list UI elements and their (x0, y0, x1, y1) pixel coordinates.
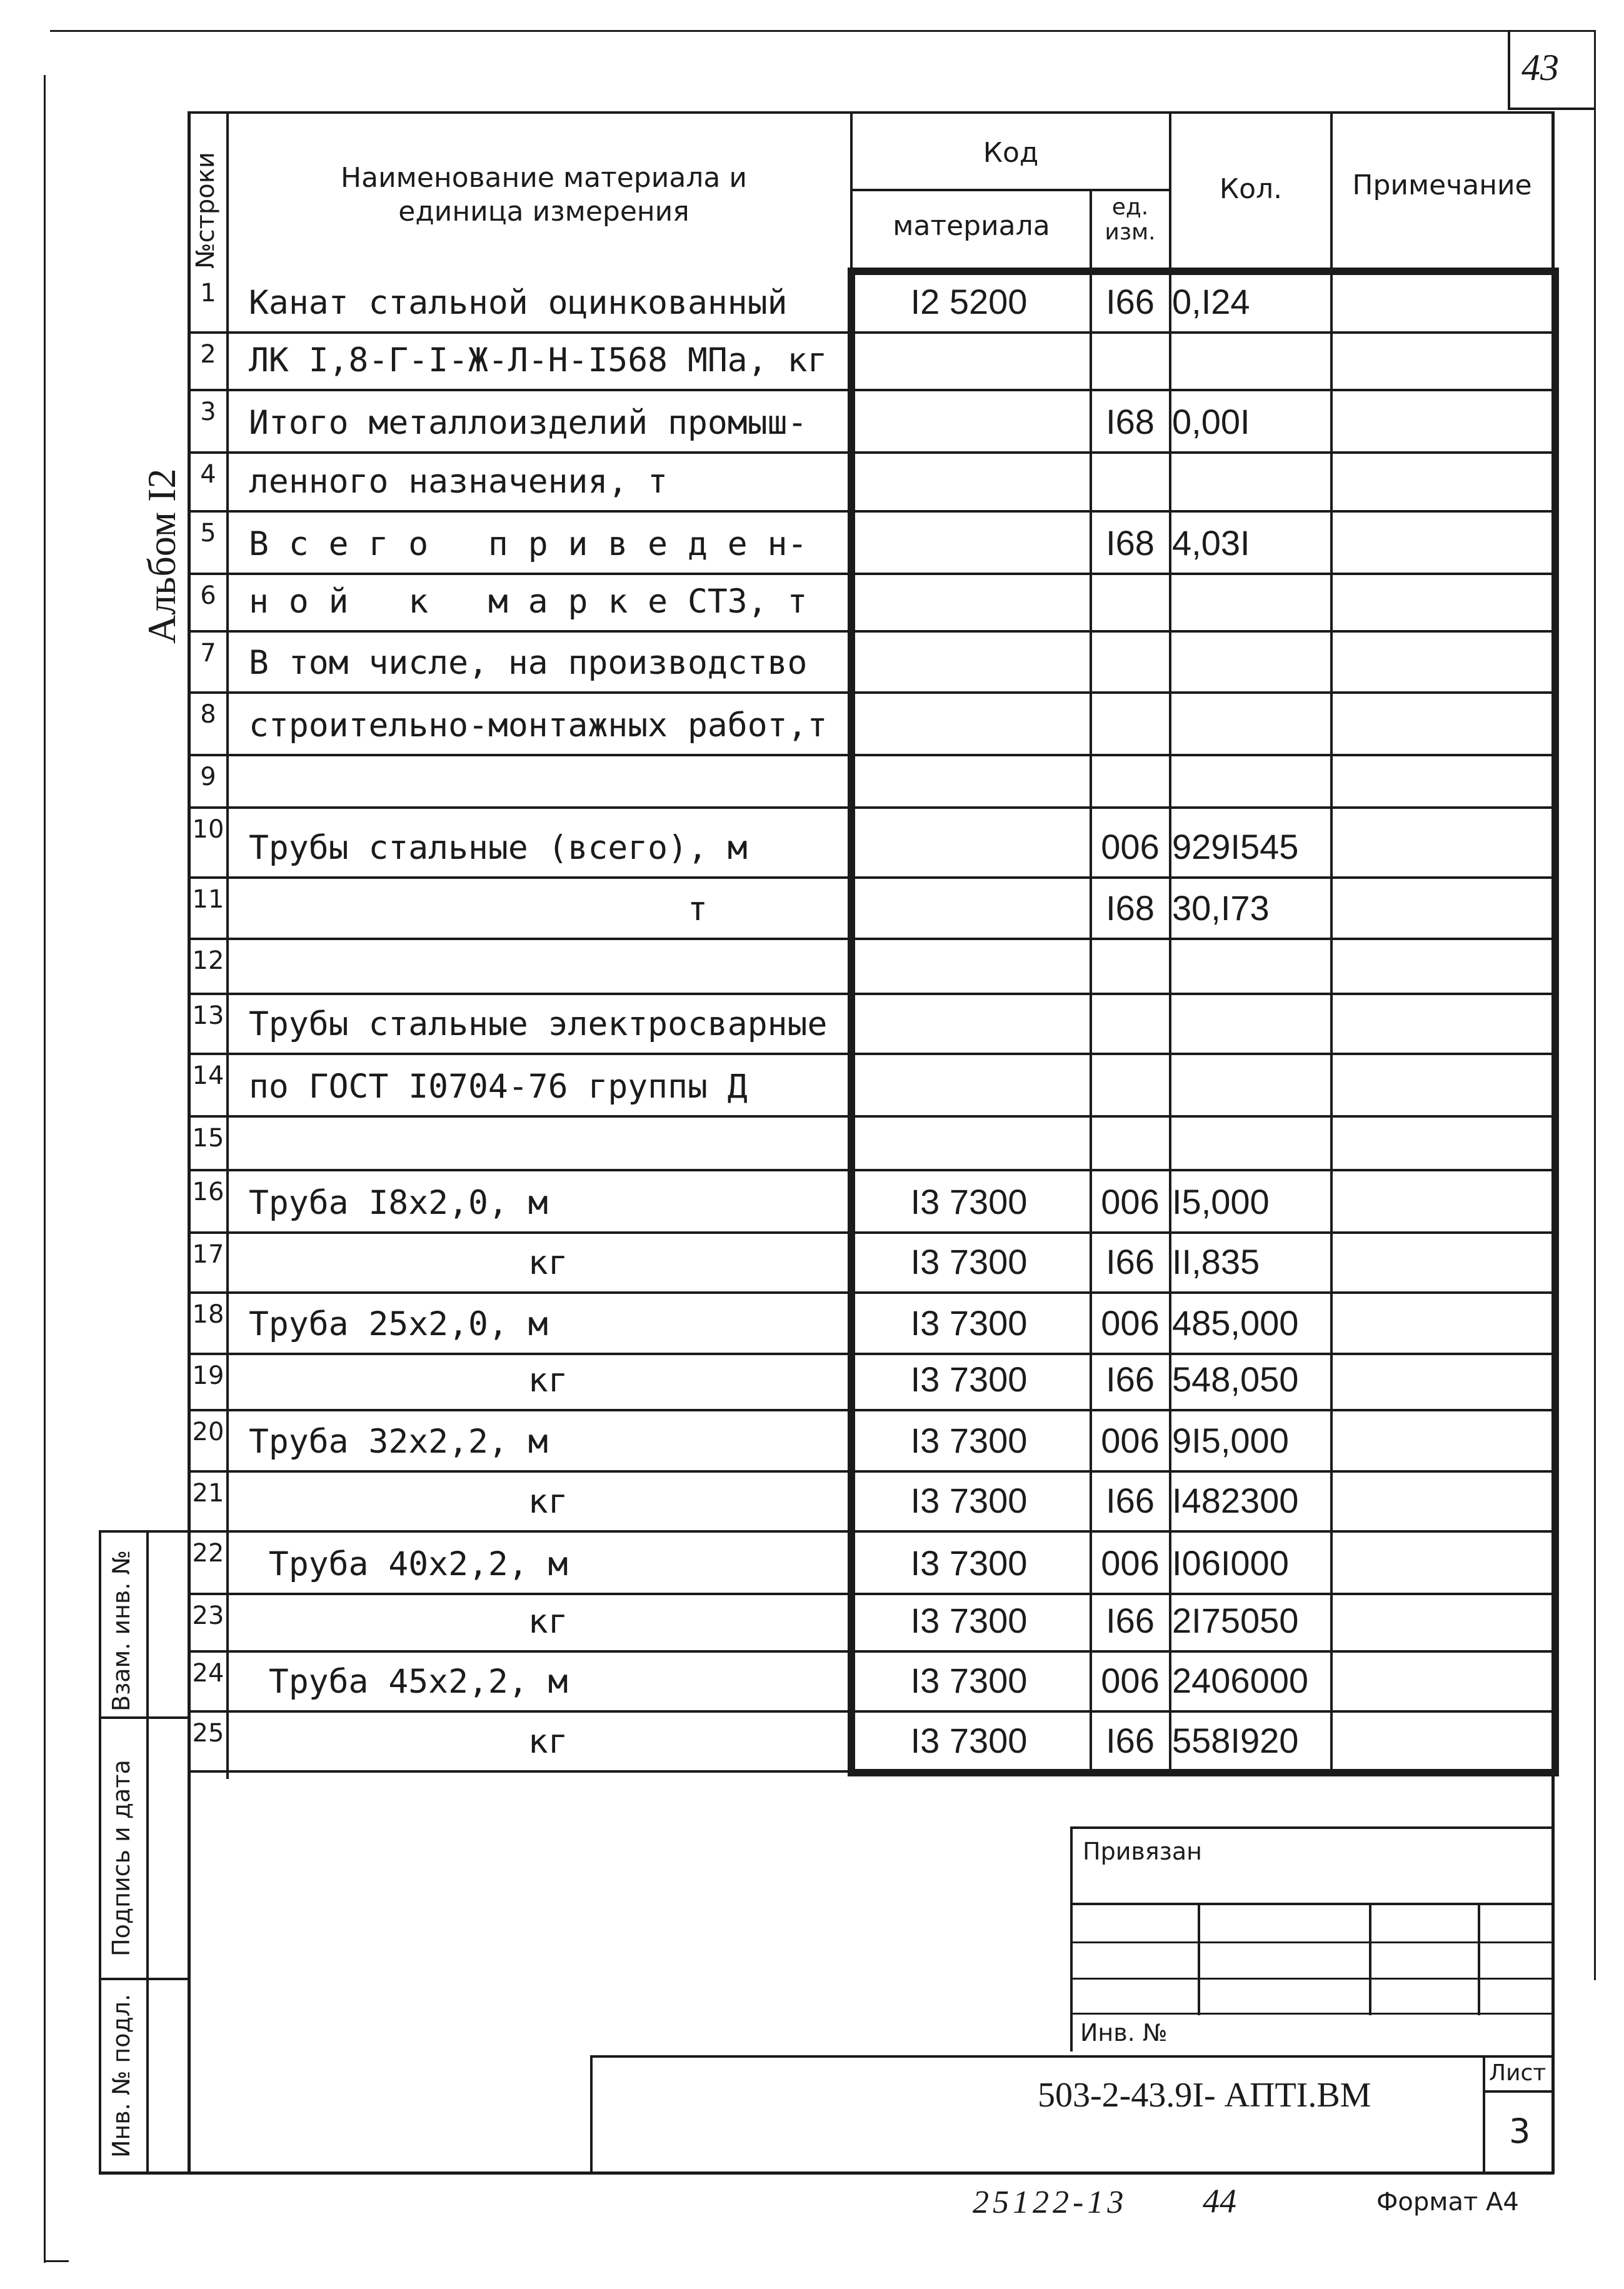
quantity: 485,000 (1172, 1303, 1299, 1343)
unit-code: 006 (1101, 1182, 1160, 1221)
material-code: I3 7300 (910, 1360, 1028, 1399)
row-divider (188, 806, 1554, 809)
unit-code: 006 (1101, 1661, 1160, 1700)
stamp-vzam-inv: Взам. инв. № (108, 1550, 135, 1711)
quantity: 4,03I (1172, 523, 1250, 563)
row-number: 5 (200, 519, 216, 548)
quantity: 0,I24 (1172, 282, 1250, 321)
unit-code: I66 (1106, 282, 1155, 321)
material-name: кг (249, 1603, 568, 1641)
material-name: Труба I8x2,0, м (249, 1184, 548, 1222)
corner-box-bottom (1508, 108, 1595, 110)
unit-code: I66 (1106, 1242, 1155, 1281)
material-name: н о й к м а р к е СТ3, т (249, 583, 808, 621)
header-qty: Кол. (1219, 173, 1283, 205)
privyazan-grid-h2 (1070, 1941, 1553, 1943)
row-divider (188, 1169, 1554, 1171)
row-number: 4 (200, 460, 216, 489)
unit-code: I68 (1106, 888, 1155, 928)
row-number: 24 (192, 1659, 224, 1688)
quantity: 548,050 (1172, 1360, 1299, 1399)
row-divider (188, 876, 1554, 879)
footer-format: Формат А4 (1376, 2188, 1519, 2216)
row-number: 19 (192, 1361, 224, 1390)
material-code: I3 7300 (910, 1721, 1028, 1760)
footer-handwritten-code: 25122-13 (973, 2185, 1128, 2220)
stamp-inv-podl: Инв. № подл. (108, 1993, 135, 2158)
unit-code: I66 (1106, 1481, 1155, 1520)
header-name: Наименование материала и единица измерения (341, 162, 747, 228)
row-divider (188, 1291, 1554, 1294)
row-number: 3 (200, 398, 216, 426)
album-label: Альбом I2 (139, 468, 184, 644)
privyazan-grid-h4 (1070, 2013, 1553, 2015)
privyazan-grid-v2 (1369, 1903, 1371, 2015)
sheet-box-divider (1483, 2090, 1553, 2093)
privyazan-grid-v3 (1478, 1903, 1480, 2015)
table-bottom-line (188, 1770, 1554, 1773)
row-divider (188, 993, 1554, 995)
row-divider (188, 1710, 1554, 1713)
corner-mark (44, 2260, 69, 2262)
material-name: Трубы стальные (всего), м (249, 829, 748, 867)
row-divider (188, 510, 1554, 513)
row-divider (188, 1470, 1554, 1473)
privyazan-grid-v1 (1198, 1903, 1200, 2015)
material-name: по ГОСТ I0704-76 группы Д (249, 1068, 748, 1106)
row-divider (188, 1650, 1554, 1653)
stamp-top (99, 1530, 190, 1533)
material-name: Труба 25x2,0, м (249, 1305, 548, 1343)
material-name: Труба 40x2,2, м (249, 1545, 568, 1583)
unit-code: I66 (1106, 1360, 1155, 1399)
table-top-border (188, 111, 1554, 114)
page-corner-number: 43 (1521, 47, 1559, 88)
quantity: 929I545 (1172, 827, 1299, 866)
quantity: 2I75050 (1172, 1601, 1299, 1640)
rownum-col-divider (226, 111, 229, 1779)
row-divider (188, 630, 1554, 633)
stamp-inner-line (146, 1530, 149, 2174)
unit-code: I68 (1106, 402, 1155, 441)
unit-code: 006 (1101, 827, 1160, 866)
header-note: Примечание (1352, 169, 1532, 201)
material-code: I3 7300 (910, 1481, 1028, 1520)
header-code-unit: ед. изм. (1105, 194, 1156, 245)
material-name: Канат стальной оцинкованный (249, 284, 788, 322)
privyazan-label: Привязан (1083, 1838, 1202, 1865)
quantity: 558I920 (1172, 1721, 1299, 1760)
unit-code: I66 (1106, 1721, 1155, 1760)
unit-code: 006 (1101, 1543, 1160, 1583)
row-divider (188, 1409, 1554, 1411)
row-number: 6 (200, 581, 216, 610)
material-name: т (249, 890, 708, 928)
row-divider (188, 451, 1554, 454)
row-number: 9 (200, 763, 216, 791)
material-name: ЛК I,8-Г-I-Ж-Л-Н-I568 МПа, кг (249, 341, 828, 379)
left-trim-line (44, 75, 46, 2263)
row-number: 18 (192, 1300, 224, 1329)
material-name: кг (249, 1244, 568, 1282)
row-number: 8 (200, 700, 216, 729)
sheet-number: 3 (1509, 2111, 1531, 2151)
quantity: I482300 (1172, 1481, 1299, 1520)
unit-code: I66 (1106, 1601, 1155, 1640)
row-divider (188, 331, 1554, 334)
material-name: Трубы стальные электросварные (249, 1005, 828, 1043)
material-name: В с е г о п р и в е д е н- (249, 525, 808, 563)
sheet-box-left (1483, 2055, 1485, 2174)
material-name: Труба 32x2,2, м (249, 1423, 548, 1461)
row-number: 20 (192, 1418, 224, 1446)
corner-box-left (1508, 30, 1510, 110)
material-name: Труба 45x2,2, м (249, 1663, 568, 1701)
stamp-outer-left (99, 1530, 101, 2174)
material-name: кг (249, 1723, 568, 1761)
note-col-divider (1330, 270, 1333, 1770)
row-number: 14 (192, 1061, 224, 1090)
row-divider (188, 1053, 1554, 1055)
row-number: 7 (200, 639, 216, 668)
material-name: Итого металлоизделий промыш- (249, 404, 808, 442)
row-number: 12 (192, 946, 224, 975)
row-number: 11 (192, 885, 224, 914)
material-code: I3 7300 (910, 1661, 1028, 1700)
code-subheader-line (850, 189, 1169, 191)
material-code: I3 7300 (910, 1543, 1028, 1583)
material-code: I3 7300 (910, 1182, 1028, 1221)
row-divider (188, 1353, 1554, 1355)
material-code: I3 7300 (910, 1421, 1028, 1460)
quantity: II,835 (1172, 1242, 1260, 1281)
stamp-podpis-data: Подпись и дата (108, 1760, 135, 1956)
inv-no-label: Инв. № (1080, 2019, 1168, 2046)
row-divider (188, 1115, 1554, 1118)
row-divider (188, 1530, 1554, 1533)
table-left-border (188, 111, 191, 2174)
material-code: I2 5200 (910, 282, 1028, 321)
row-number: 22 (192, 1539, 224, 1568)
row-number: 25 (192, 1719, 224, 1748)
quantity: 9I5,000 (1172, 1421, 1289, 1460)
top-border (50, 30, 1594, 32)
material-code: I3 7300 (910, 1242, 1028, 1281)
unit-code: I68 (1106, 523, 1155, 563)
material-name: кг (249, 1483, 568, 1521)
material-code: I3 7300 (910, 1601, 1028, 1640)
footer-handwritten-page: 44 (1203, 2182, 1236, 2220)
privyazan-grid-h1 (1070, 1903, 1553, 1905)
row-divider (188, 389, 1554, 391)
material-name: В том числе, на производство (249, 644, 808, 682)
row-number: 1 (200, 279, 216, 308)
stamp-sep-2 (99, 1978, 190, 1980)
row-number: 16 (192, 1178, 224, 1206)
right-trim-line (1594, 30, 1596, 1980)
row-number: 13 (192, 1001, 224, 1030)
row-number: 17 (192, 1240, 224, 1269)
header-row-no: №строки (191, 152, 220, 269)
material-code: I3 7300 (910, 1303, 1028, 1343)
row-number: 23 (192, 1601, 224, 1630)
row-number: 15 (192, 1124, 224, 1153)
stamp-sep-1 (99, 1716, 190, 1719)
row-divider (188, 938, 1554, 940)
row-number: 21 (192, 1479, 224, 1508)
material-name: кг (249, 1361, 568, 1400)
quantity: 2406000 (1172, 1661, 1309, 1700)
doc-code-box-left (590, 2055, 593, 2174)
unit-code: 006 (1101, 1303, 1160, 1343)
privyazan-grid-h3 (1070, 1978, 1553, 1980)
unit-code: 006 (1101, 1421, 1160, 1460)
row-number: 10 (192, 815, 224, 844)
header-code-material: материала (893, 210, 1050, 242)
doc-code: 503-2-43.9I- АПТI.ВМ (1038, 2076, 1371, 2115)
material-name: строительно-монтажных работ,т (249, 706, 828, 744)
row-divider (188, 1593, 1554, 1595)
quantity: 30,I73 (1172, 888, 1270, 928)
row-divider (188, 1231, 1554, 1234)
quantity: 0,00I (1172, 402, 1250, 441)
sheet-label: Лист (1489, 2060, 1546, 2086)
row-divider (188, 573, 1554, 575)
row-divider (188, 691, 1554, 694)
doc-code-box-top (590, 2055, 1553, 2058)
material-name: ленного назначения, т (249, 463, 668, 501)
quantity: I5,000 (1172, 1182, 1270, 1221)
row-number: 2 (200, 340, 216, 369)
header-code: Код (983, 137, 1039, 169)
row-divider (188, 754, 1554, 756)
quantity: I06I000 (1172, 1543, 1289, 1583)
stamp-bottom (99, 2171, 1554, 2175)
